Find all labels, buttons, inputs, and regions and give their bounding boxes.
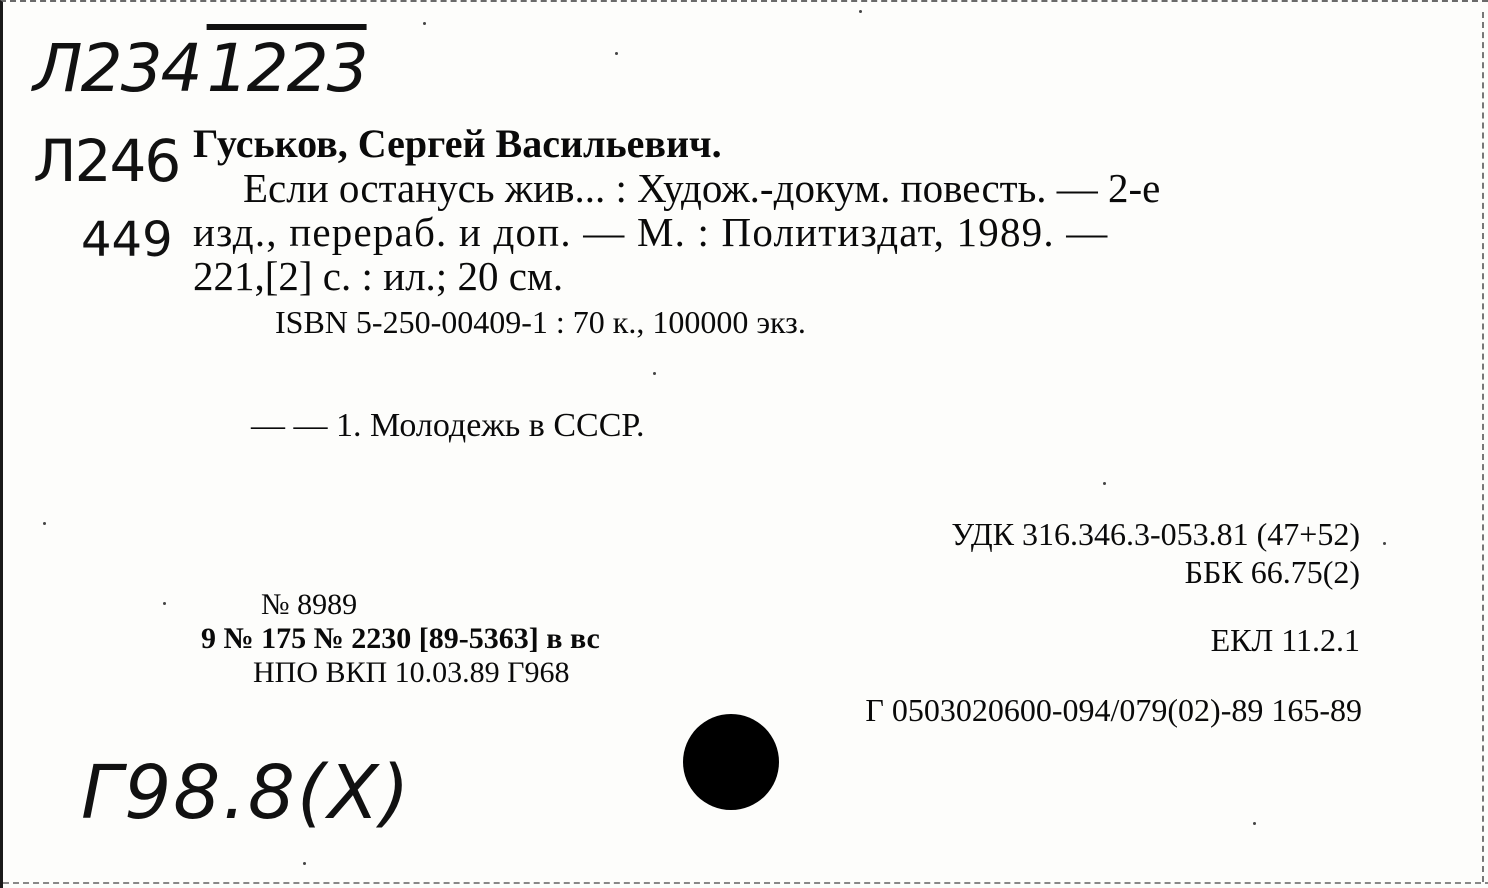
card-edge-bottom xyxy=(3,882,1488,884)
punch-hole xyxy=(683,714,779,810)
card-edge-right xyxy=(1482,12,1484,882)
scan-speck xyxy=(163,602,166,605)
isbn-line: ISBN 5-250-00409-1 : 70 к., 100000 экз. xyxy=(275,304,806,340)
ekl-code: ЕКЛ 11.2.1 xyxy=(1210,622,1360,658)
bbk-code: ББК 66.75(2) xyxy=(1184,554,1360,590)
scan-speck xyxy=(1383,542,1386,545)
handwritten-shelfmark-top xyxy=(33,30,367,107)
print-info-line-2: 9 № 175 № 2230 [89-5363] в вс xyxy=(201,622,600,655)
shelfmark-top-text: Л234 xyxy=(33,30,201,107)
scan-speck xyxy=(653,372,656,375)
scan-speck xyxy=(303,862,306,865)
scan-speck xyxy=(615,52,618,55)
scan-speck xyxy=(423,22,426,25)
handwritten-cutter-1: Л246 xyxy=(33,127,180,195)
print-info-line-3: НПО ВКП 10.03.89 Г968 xyxy=(253,656,570,689)
subject-heading: — — 1. Молодежь в СССР. xyxy=(251,407,645,444)
title-line-3: 221,[2] с. : ил.; 20 см. xyxy=(193,253,564,299)
scan-speck xyxy=(859,10,862,13)
shelfmark-top-over-text: 1223 xyxy=(206,30,367,107)
publisher-code: Г 0503020600-094/079(02)-89 165-89 xyxy=(865,692,1362,728)
author-heading: Гуськов, Сергей Васильевич. xyxy=(193,121,722,166)
title-line-2: изд., перераб. и доп. — М. : Политиздат, 1989. — xyxy=(193,209,1109,255)
title-line-1: Если останусь жив... : Худож.-докум. повесть. — 2-е xyxy=(243,165,1161,211)
handwritten-class-bottom: Г98.8(Х) xyxy=(81,750,412,836)
scan-speck xyxy=(1253,822,1256,825)
handwritten-cutter-2: 449 xyxy=(81,212,173,268)
udk-code: УДК 316.346.3-053.81 (47+52) xyxy=(951,516,1360,552)
scan-speck xyxy=(1103,482,1106,485)
scan-speck xyxy=(43,522,46,525)
card-number: № 8989 xyxy=(261,588,358,621)
